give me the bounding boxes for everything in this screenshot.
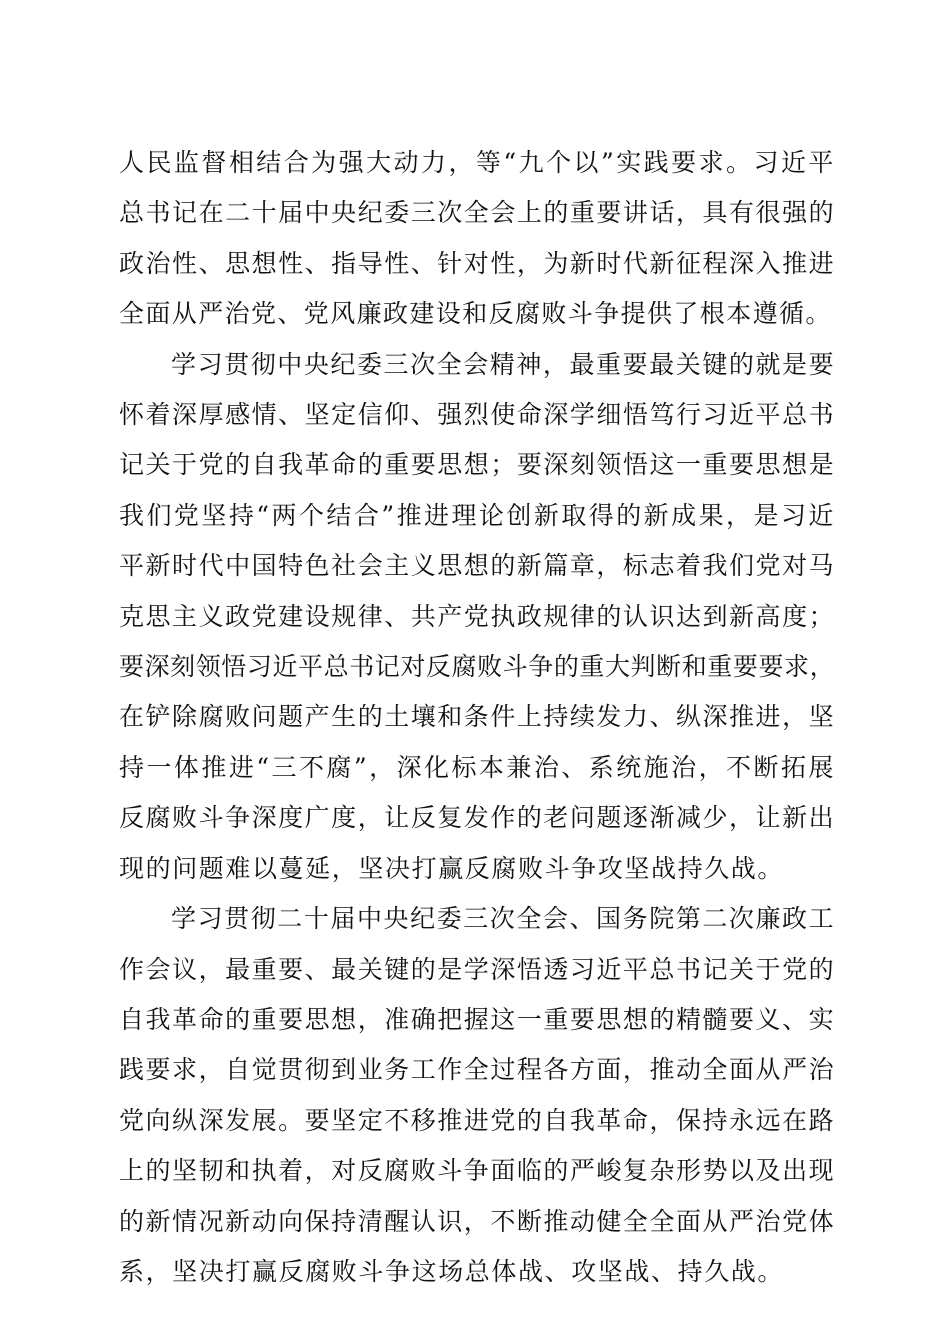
paragraph-2 bbox=[119, 340, 835, 894]
text-line: 党向纵深发展。要坚定不移推进党的自我革命，保持永远在路 bbox=[119, 1105, 835, 1135]
text-line: 克思主义政党建设规律、共产党执政规律的认识达到新高度； bbox=[119, 601, 835, 631]
text-line: 学习贯彻二十届中央纪委三次全会、国务院第二次廉政工 bbox=[171, 904, 835, 934]
text-line: 我们党坚持“两个结合”推进理论创新取得的新成果，是习近 bbox=[119, 500, 835, 530]
text-line: 在铲除腐败问题产生的土壤和条件上持续发力、纵深推进，坚 bbox=[119, 702, 835, 732]
text-line: 持一体推进“三不腐”，深化标本兼治、系统施治，不断拓展 bbox=[119, 752, 835, 782]
text-line: 平新时代中国特色社会主义思想的新篇章，标志着我们党对马 bbox=[119, 551, 835, 581]
paragraph-3 bbox=[119, 894, 835, 1297]
text-line: 自我革命的重要思想，准确把握这一重要思想的精髓要义、实 bbox=[119, 1004, 835, 1034]
text-line: 学习贯彻中央纪委三次全会精神，最重要最关键的就是要 bbox=[171, 349, 835, 379]
text-line: 现的问题难以蔓延，坚决打赢反腐败斗争攻坚战持久战。 bbox=[119, 853, 785, 883]
text-line: 的新情况新动向保持清醒认识，不断推动健全全面从严治党体 bbox=[119, 1206, 835, 1236]
text-line: 全面从严治党、党风廉政建设和反腐败斗争提供了根本遵循。 bbox=[119, 299, 832, 329]
text-line: 政治性、思想性、指导性、针对性，为新时代新征程深入推进 bbox=[119, 248, 835, 278]
text-line: 上的坚韧和执着，对反腐败斗争面临的严峻复杂形势以及出现 bbox=[119, 1156, 835, 1186]
text-line: 作会议，最重要、最关键的是学深悟透习近平总书记关于党的 bbox=[119, 954, 835, 984]
text-line: 总书记在二十届中央纪委三次全会上的重要讲话，具有很强的 bbox=[119, 198, 835, 228]
text-line: 怀着深厚感情、坚定信仰、强烈使命深学细悟笃行习近平总书 bbox=[119, 400, 835, 430]
text-line: 记关于党的自我革命的重要思想；要深刻领悟这一重要思想是 bbox=[119, 450, 835, 480]
paragraph-1 bbox=[119, 138, 835, 340]
text-line: 践要求，自觉贯彻到业务工作全过程各方面，推动全面从严治 bbox=[119, 1055, 835, 1085]
text-line: 要深刻领悟习近平总书记对反腐败斗争的重大判断和重要要求， bbox=[119, 652, 835, 682]
document-body bbox=[119, 138, 835, 1297]
text-line: 人民监督相结合为强大动力，等“九个以”实践要求。习近平 bbox=[119, 148, 835, 177]
text-line: 反腐败斗争深度广度，让反复发作的老问题逐渐减少，让新出 bbox=[119, 803, 835, 833]
text-line: 系，坚决打赢反腐败斗争这场总体战、攻坚战、持久战。 bbox=[119, 1256, 785, 1286]
